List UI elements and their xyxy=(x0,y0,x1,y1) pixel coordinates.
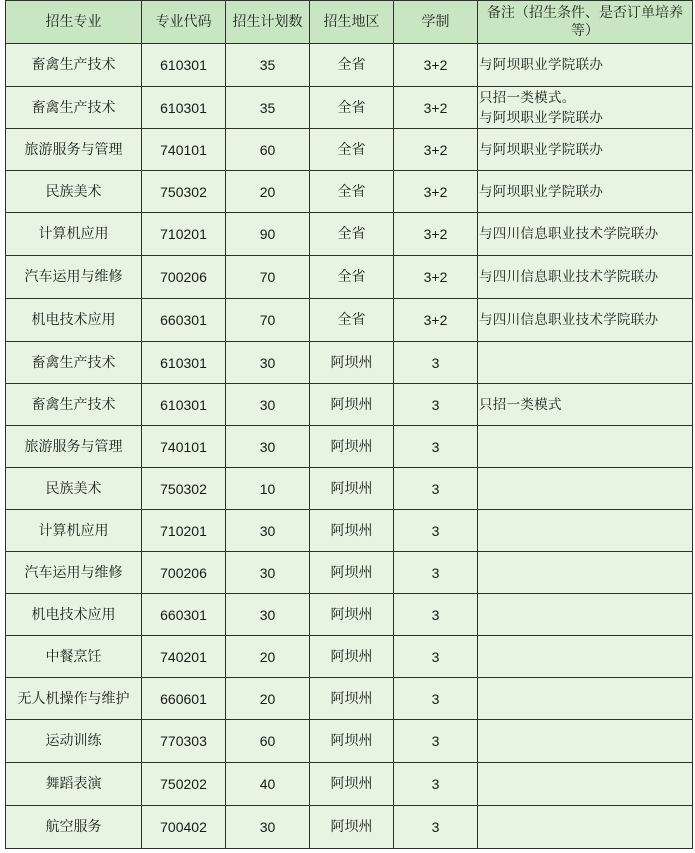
major-cell: 汽车运用与维修 xyxy=(6,256,142,299)
plan-cell: 20 xyxy=(226,678,310,720)
region-cell: 阿坝州 xyxy=(310,720,394,763)
table-row xyxy=(6,763,693,806)
major-cell: 中餐烹饪 xyxy=(6,636,142,678)
region-cell: 阿坝州 xyxy=(310,763,394,806)
major-cell: 旅游服务与管理 xyxy=(6,129,142,171)
table-row xyxy=(6,426,693,468)
region-cell: 全省 xyxy=(310,44,394,87)
code-cell: 610301 xyxy=(142,384,226,426)
notes-cell xyxy=(478,678,693,720)
notes-cell xyxy=(478,342,693,384)
notes-cell xyxy=(478,213,693,256)
table-row xyxy=(6,594,693,636)
region-cell: 全省 xyxy=(310,299,394,342)
header-notes: 备注（招生条件、是否订单培养等） xyxy=(478,1,693,44)
plan-cell: 30 xyxy=(226,510,310,552)
plan-cell: 60 xyxy=(226,129,310,171)
code-cell: 610301 xyxy=(142,44,226,87)
major-cell: 运动训练 xyxy=(6,720,142,763)
plan-cell: 30 xyxy=(226,806,310,849)
system-cell: 3 xyxy=(394,763,478,806)
region-cell: 全省 xyxy=(310,129,394,171)
plan-cell: 35 xyxy=(226,87,310,129)
table-header-row xyxy=(6,1,693,44)
header-system: 学制 xyxy=(394,1,478,44)
major-cell: 民族美术 xyxy=(6,171,142,213)
code-cell: 750202 xyxy=(142,763,226,806)
system-cell: 3+2 xyxy=(394,129,478,171)
notes-cell xyxy=(478,44,693,87)
plan-cell: 30 xyxy=(226,594,310,636)
notes-line: 与阿坝职业学院联办 xyxy=(479,183,604,200)
notes-cell xyxy=(478,594,693,636)
table-row xyxy=(6,468,693,510)
system-cell: 3 xyxy=(394,636,478,678)
notes-line: 与四川信息职业技术学院联办 xyxy=(479,226,659,242)
system-cell: 3+2 xyxy=(394,87,478,129)
notes-cell xyxy=(478,426,693,468)
plan-cell: 20 xyxy=(226,636,310,678)
region-cell: 全省 xyxy=(310,256,394,299)
table-row xyxy=(6,552,693,594)
notes-line: 与阿坝职业学院联办 xyxy=(479,141,604,158)
system-cell: 3 xyxy=(394,720,478,763)
notes-cell xyxy=(478,256,693,299)
plan-cell: 10 xyxy=(226,468,310,510)
notes-cell xyxy=(478,87,693,129)
header-region: 招生地区 xyxy=(310,1,394,44)
system-cell: 3 xyxy=(394,806,478,849)
major-cell: 民族美术 xyxy=(6,468,142,510)
code-cell: 750302 xyxy=(142,171,226,213)
notes-cell xyxy=(478,763,693,806)
notes-line: 与阿坝职业学院联办 xyxy=(479,109,604,126)
plan-cell: 30 xyxy=(226,342,310,384)
code-cell: 660601 xyxy=(142,678,226,720)
code-cell: 770303 xyxy=(142,720,226,763)
region-cell: 阿坝州 xyxy=(310,806,394,849)
major-cell: 计算机应用 xyxy=(6,213,142,256)
system-cell: 3 xyxy=(394,468,478,510)
plan-cell: 60 xyxy=(226,720,310,763)
plan-cell: 30 xyxy=(226,426,310,468)
region-cell: 阿坝州 xyxy=(310,552,394,594)
notes-line: 只招一类模式。 xyxy=(479,89,576,106)
major-cell: 畜禽生产技术 xyxy=(6,44,142,87)
table-row xyxy=(6,87,693,129)
plan-cell: 20 xyxy=(226,171,310,213)
region-cell: 阿坝州 xyxy=(310,678,394,720)
code-cell: 740101 xyxy=(142,129,226,171)
code-cell: 700402 xyxy=(142,806,226,849)
table-row xyxy=(6,636,693,678)
notes-line: 与阿坝职业学院联办 xyxy=(479,57,604,73)
notes-line: 只招一类模式 xyxy=(479,396,562,413)
major-cell: 计算机应用 xyxy=(6,510,142,552)
notes-line: 与四川信息职业技术学院联办 xyxy=(479,312,659,328)
system-cell: 3 xyxy=(394,594,478,636)
major-cell: 畜禽生产技术 xyxy=(6,384,142,426)
code-cell: 740201 xyxy=(142,636,226,678)
code-cell: 660301 xyxy=(142,594,226,636)
system-cell: 3 xyxy=(394,342,478,384)
code-cell: 710201 xyxy=(142,510,226,552)
plan-cell: 70 xyxy=(226,299,310,342)
code-cell: 660301 xyxy=(142,299,226,342)
region-cell: 阿坝州 xyxy=(310,426,394,468)
notes-cell xyxy=(478,510,693,552)
major-cell: 旅游服务与管理 xyxy=(6,426,142,468)
major-cell: 舞蹈表演 xyxy=(6,763,142,806)
notes-cell xyxy=(478,552,693,594)
table-row xyxy=(6,806,693,849)
notes-cell xyxy=(478,129,693,171)
region-cell: 阿坝州 xyxy=(310,384,394,426)
system-cell: 3 xyxy=(394,552,478,594)
region-cell: 全省 xyxy=(310,213,394,256)
region-cell: 阿坝州 xyxy=(310,636,394,678)
notes-cell xyxy=(478,720,693,763)
region-cell: 阿坝州 xyxy=(310,510,394,552)
notes-cell xyxy=(478,384,693,426)
code-cell: 740101 xyxy=(142,426,226,468)
code-cell: 610301 xyxy=(142,87,226,129)
system-cell: 3+2 xyxy=(394,171,478,213)
plan-cell: 90 xyxy=(226,213,310,256)
system-cell: 3+2 xyxy=(394,44,478,87)
major-cell: 机电技术应用 xyxy=(6,299,142,342)
region-cell: 全省 xyxy=(310,171,394,213)
system-cell: 3 xyxy=(394,384,478,426)
notes-cell xyxy=(478,468,693,510)
code-cell: 700206 xyxy=(142,552,226,594)
major-cell: 无人机操作与维护 xyxy=(6,678,142,720)
header-major: 招生专业 xyxy=(6,1,142,44)
code-cell: 700206 xyxy=(142,256,226,299)
table-row xyxy=(6,510,693,552)
code-cell: 750302 xyxy=(142,468,226,510)
header-code: 专业代码 xyxy=(142,1,226,44)
major-cell: 畜禽生产技术 xyxy=(6,342,142,384)
region-cell: 阿坝州 xyxy=(310,594,394,636)
plan-cell: 30 xyxy=(226,552,310,594)
code-cell: 610301 xyxy=(142,342,226,384)
system-cell: 3+2 xyxy=(394,299,478,342)
system-cell: 3+2 xyxy=(394,256,478,299)
major-cell: 汽车运用与维修 xyxy=(6,552,142,594)
notes-cell xyxy=(478,636,693,678)
major-cell: 航空服务 xyxy=(6,806,142,849)
notes-cell xyxy=(478,171,693,213)
table-row xyxy=(6,213,693,256)
system-cell: 3+2 xyxy=(394,213,478,256)
major-cell: 畜禽生产技术 xyxy=(6,87,142,129)
table-row xyxy=(6,129,693,171)
notes-line: 与四川信息职业技术学院联办 xyxy=(479,269,659,285)
table-row xyxy=(6,678,693,720)
table-row xyxy=(6,720,693,763)
region-cell: 阿坝州 xyxy=(310,468,394,510)
system-cell: 3 xyxy=(394,678,478,720)
table-row xyxy=(6,44,693,87)
plan-cell: 40 xyxy=(226,763,310,806)
plan-cell: 35 xyxy=(226,44,310,87)
table-row xyxy=(6,342,693,384)
system-cell: 3 xyxy=(394,426,478,468)
plan-cell: 70 xyxy=(226,256,310,299)
region-cell: 全省 xyxy=(310,87,394,129)
enrollment-table xyxy=(5,0,693,849)
table-row xyxy=(6,171,693,213)
table-row xyxy=(6,384,693,426)
code-cell: 710201 xyxy=(142,213,226,256)
notes-cell xyxy=(478,806,693,849)
table-row xyxy=(6,299,693,342)
plan-cell: 30 xyxy=(226,384,310,426)
table-body xyxy=(6,44,693,849)
table-row xyxy=(6,256,693,299)
header-plan: 招生计划数 xyxy=(226,1,310,44)
region-cell: 阿坝州 xyxy=(310,342,394,384)
major-cell: 机电技术应用 xyxy=(6,594,142,636)
notes-cell xyxy=(478,299,693,342)
system-cell: 3 xyxy=(394,510,478,552)
